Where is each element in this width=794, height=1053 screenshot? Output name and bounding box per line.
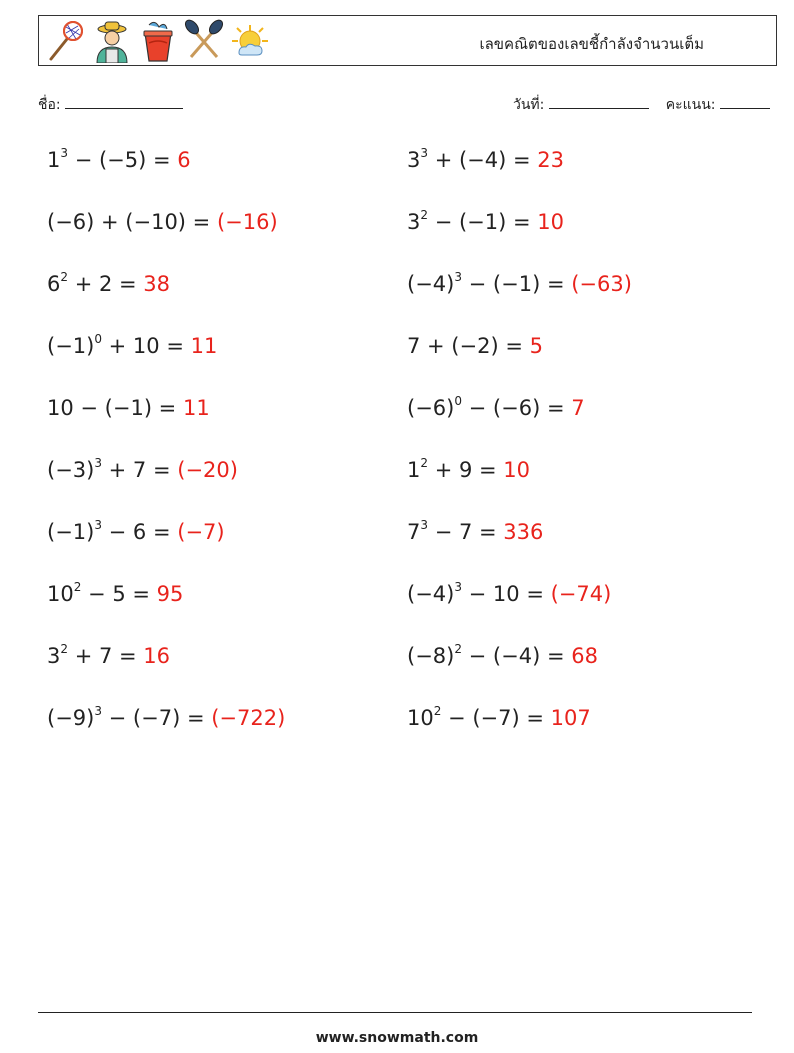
problem-item — [47, 210, 278, 234]
problem-item — [47, 396, 210, 420]
expression-text: − (−7) = — [441, 706, 551, 730]
expression-text: − (−4) = — [461, 644, 572, 668]
expression-text: (−6) — [407, 396, 455, 420]
expression-text: (−1) — [47, 520, 95, 544]
problem-item — [47, 272, 170, 296]
answer: 10 — [537, 210, 564, 234]
sun-cloud-icon — [229, 19, 271, 63]
expression-text: (−3) — [47, 458, 95, 482]
problem-item — [47, 644, 170, 668]
expression-text: − (−5) = — [68, 148, 178, 172]
answer: (−63) — [571, 272, 632, 296]
expression-text: − 6 = — [101, 520, 178, 544]
exponent: 3 — [454, 270, 462, 284]
name-field — [38, 94, 183, 116]
problem-item — [407, 210, 564, 234]
expression-text: (−1) — [47, 334, 95, 358]
expression-text: − (−1) = — [461, 272, 572, 296]
footer-divider — [38, 1012, 752, 1013]
expression-text: − (−1) = — [428, 210, 538, 234]
expression-text: (−6) + (−10) = — [47, 210, 217, 234]
answer: 7 — [571, 396, 585, 420]
bucket-icon — [137, 19, 179, 63]
expression-text: 1 — [47, 148, 61, 172]
expression-text: + (−4) = — [428, 148, 538, 172]
exponent: 3 — [420, 518, 429, 532]
expression-text: 10 − (−1) = — [47, 396, 183, 420]
exponent: 0 — [454, 394, 462, 408]
name-blank[interactable] — [65, 96, 183, 109]
answer: (−722) — [211, 706, 286, 730]
exponent: 0 — [94, 332, 102, 346]
expression-text: 1 — [407, 458, 421, 482]
footer-url: www.snowmath.com — [315, 1030, 479, 1046]
expression-text: 6 — [47, 272, 61, 296]
expression-text: 3 — [407, 210, 421, 234]
problem-item — [407, 334, 543, 358]
date-blank[interactable] — [549, 96, 649, 109]
exponent: 2 — [60, 642, 69, 656]
expression-text: − (−6) = — [461, 396, 572, 420]
answer: 10 — [503, 458, 531, 482]
answer: 11 — [182, 396, 210, 420]
exponent: 3 — [94, 456, 102, 470]
expression-text: − (−7) = — [101, 706, 212, 730]
score-label: คะแนน: — [665, 97, 716, 113]
answer: 5 — [529, 334, 543, 358]
expression-text: (−8) — [407, 644, 455, 668]
expression-text: (−4) — [407, 272, 455, 296]
exponent: 3 — [420, 146, 429, 160]
expression-text: + 2 = — [68, 272, 144, 296]
expression-text: − 5 = — [81, 582, 157, 606]
problem-item — [407, 272, 632, 296]
exponent: 2 — [420, 208, 429, 222]
exponent: 3 — [94, 518, 102, 532]
crossed-paddles-icon — [183, 19, 225, 63]
problem-item — [47, 582, 183, 606]
exponent: 3 — [94, 704, 102, 718]
worksheet-title: เลขคณิตของเลขชี้กำลังจำนวนเต็ม — [479, 35, 704, 53]
expression-text: 10 — [47, 582, 74, 606]
problem-item — [407, 582, 611, 606]
expression-text: 7 — [407, 520, 421, 544]
expression-text: − 7 = — [428, 520, 504, 544]
answer: (−7) — [177, 520, 225, 544]
answer: (−16) — [216, 210, 278, 234]
problem-item — [47, 334, 217, 358]
answer: 95 — [156, 582, 184, 606]
expression-text: + 10 = — [101, 334, 191, 358]
date-label: วันที่: — [513, 97, 545, 113]
answer: 23 — [537, 148, 564, 172]
name-label: ชื่อ: — [38, 97, 61, 113]
expression-text: (−9) — [47, 706, 95, 730]
header-icons — [45, 19, 271, 63]
problem-item — [407, 458, 530, 482]
exponent: 2 — [433, 704, 442, 718]
exponent: 2 — [420, 456, 429, 470]
exponent: 3 — [60, 146, 69, 160]
expression-text: 3 — [407, 148, 421, 172]
answer: 336 — [503, 520, 544, 544]
expression-text: − 10 = — [461, 582, 551, 606]
answer: 38 — [143, 272, 171, 296]
problem-item — [407, 520, 543, 544]
problem-item — [47, 148, 191, 172]
answer: (−74) — [550, 582, 612, 606]
expression-text: (−4) — [407, 582, 455, 606]
answer: (−20) — [177, 458, 238, 482]
answer: 11 — [190, 334, 218, 358]
problem-item — [47, 458, 238, 482]
expression-text: + 7 = — [101, 458, 178, 482]
problem-item — [407, 396, 585, 420]
problem-item — [407, 644, 598, 668]
expression-text: + 7 = — [68, 644, 144, 668]
problem-item — [407, 706, 591, 730]
butterfly-net-icon — [45, 19, 87, 63]
problem-item — [47, 706, 285, 730]
exponent: 2 — [60, 270, 69, 284]
expression-text: + 9 = — [428, 458, 504, 482]
answer: 68 — [571, 644, 598, 668]
worksheet-header — [38, 15, 777, 66]
answer: 16 — [143, 644, 171, 668]
answer: 107 — [550, 706, 591, 730]
score-blank[interactable] — [720, 96, 770, 109]
exponent: 3 — [454, 580, 462, 594]
expression-text: 7 + (−2) = — [407, 334, 530, 358]
expression-text: 10 — [407, 706, 434, 730]
exponent: 2 — [73, 580, 82, 594]
answer: 6 — [177, 148, 191, 172]
problem-item — [47, 520, 225, 544]
problem-item — [407, 148, 564, 172]
date-score-fields — [513, 94, 770, 116]
expression-text: 3 — [47, 644, 61, 668]
gardener-icon — [91, 19, 133, 63]
exponent: 2 — [454, 642, 462, 656]
